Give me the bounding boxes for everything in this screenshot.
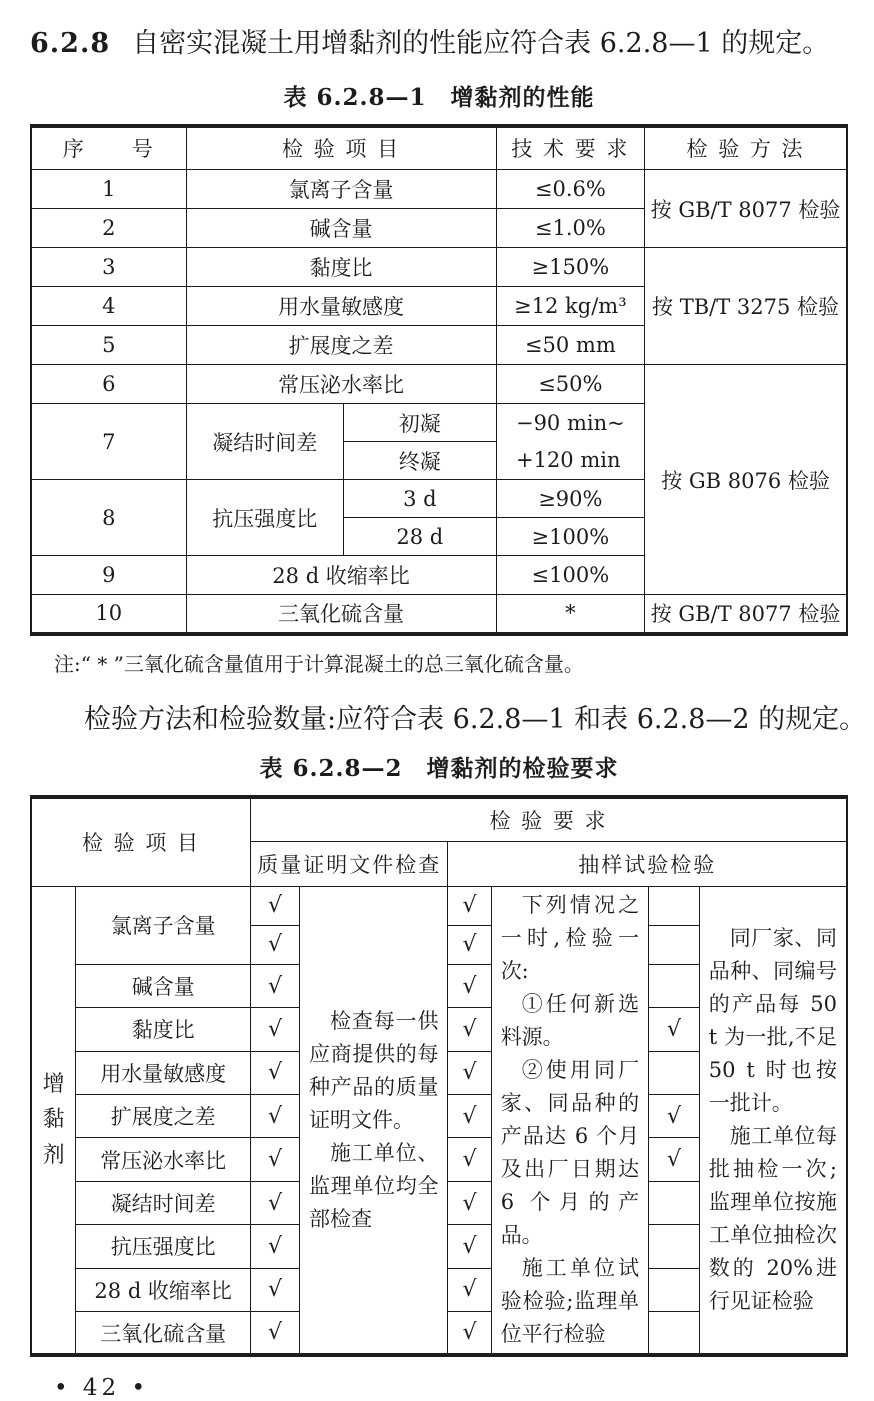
item-cell: 用水量敏感度: [76, 1051, 251, 1094]
section-number: 6.2.8: [30, 28, 111, 59]
check-cell: √: [448, 1181, 491, 1224]
method-cell: 按 GB/T 8077 检验: [645, 595, 847, 634]
req-cell: ≤50 mm: [496, 326, 645, 365]
check-cell: √: [251, 964, 300, 1007]
check-cell: [649, 887, 700, 926]
serial-cell: 5: [31, 326, 186, 365]
serial-cell: 6: [31, 365, 186, 404]
table1-note: 注:“ * ”三氧化硫含量值用于计算混凝土的总三氧化硫含量。: [54, 651, 584, 676]
check-cell: √: [251, 1181, 300, 1224]
check-cell: √: [448, 964, 491, 1007]
check-cell: √: [649, 1138, 700, 1181]
item-cell: 氯离子含量: [76, 887, 251, 965]
table1-title: 表 6.2.8—1 增黏剂的性能: [283, 83, 595, 111]
check-cell: √: [448, 1268, 491, 1311]
method-cell: 按 GB/T 8077 检验: [645, 170, 847, 248]
group-label-cell: [31, 887, 76, 1356]
table-row: [31, 887, 847, 926]
serial-cell: 7: [31, 404, 186, 480]
item-cell: 氯离子含量: [186, 170, 496, 209]
req-cell: ≤1.0%: [496, 209, 645, 248]
item-cell: 黏度比: [76, 1008, 251, 1051]
item-cell: 凝结时间差: [76, 1181, 251, 1224]
check-cell: [649, 1268, 700, 1311]
check-cell: √: [448, 1095, 491, 1138]
section-heading: [30, 24, 848, 65]
col-header-sample-test: 抽样试验检验: [448, 842, 847, 887]
req-line: −90 min~: [515, 410, 625, 435]
item-cell: 用水量敏感度: [186, 287, 496, 326]
inspection-paragraph: 检验方法和检验数量:应符合表 6.2.8—1 和表 6.2.8—2 的规定。: [84, 703, 867, 735]
col-header-requirement: 技 术 要 求: [496, 126, 645, 170]
serial-cell: 8: [31, 480, 186, 556]
check-cell: √: [251, 1051, 300, 1094]
item-cell: 黏度比: [186, 248, 496, 287]
col-header-item: 检 验 项 目: [186, 126, 496, 170]
check-cell: √: [448, 1312, 491, 1356]
req-range: [516, 405, 625, 479]
doc-text-paragraph: 检查每一供应商提供的每种产品的质量证明文件。: [308, 1008, 439, 1132]
col-header-requirement: 检 验 要 求: [251, 797, 848, 842]
batch-text-paragraph: 同厂家、同品种、同编号的产品每 50 t 为一批,不足 50 t 时也按一批计。: [708, 926, 837, 1115]
req-cell: *: [496, 595, 645, 634]
item-cell: 三氧化硫含量: [186, 595, 496, 634]
table-row: [31, 248, 847, 287]
check-cell: √: [448, 925, 491, 964]
item-cell: 碱含量: [76, 964, 251, 1007]
sub-item-cell: 初凝: [344, 404, 497, 442]
serial-cell: 3: [31, 248, 186, 287]
col-header-item: 检 验 项 目: [31, 797, 251, 887]
req-cell: ≥90%: [496, 480, 645, 518]
item-cell: 抗压强度比: [186, 480, 343, 556]
method-cell: 按 GB 8076 检验: [645, 365, 847, 595]
req-cell: ≥100%: [496, 518, 645, 556]
col-header-serial: 序 号: [31, 126, 186, 170]
sub-item-cell: 28 d: [344, 518, 497, 556]
group-label: 增黏剂: [42, 1072, 65, 1168]
check-cell: [649, 1051, 700, 1094]
check-cell: [649, 1312, 700, 1356]
req-cell: ≤100%: [496, 556, 645, 595]
item-cell: 三氧化硫含量: [76, 1312, 251, 1356]
check-cell: √: [251, 1268, 300, 1311]
serial-cell: 9: [31, 556, 186, 595]
serial-cell: 10: [31, 595, 186, 634]
check-cell: √: [251, 1095, 300, 1138]
check-cell: √: [251, 887, 300, 926]
sample-text-paragraph: 下列情况之一时,检验一次:: [500, 893, 640, 983]
method-cell: 按 TB/T 3275 检验: [645, 248, 847, 365]
check-cell: [649, 964, 700, 1007]
sample-text-paragraph: ①任何新选料源。: [500, 992, 640, 1049]
check-cell: [649, 1225, 700, 1268]
col-header-method: 检 验 方 法: [645, 126, 847, 170]
check-cell: √: [251, 1008, 300, 1051]
check-cell: √: [448, 1051, 491, 1094]
req-line: +120 min: [515, 447, 621, 472]
req-cell: ≥12 kg/m³: [496, 287, 645, 326]
req-cell: ≥150%: [496, 248, 645, 287]
table-row: [31, 595, 847, 634]
table-row: [31, 170, 847, 209]
check-cell: [649, 925, 700, 964]
check-cell: √: [649, 1008, 700, 1051]
check-cell: √: [448, 1138, 491, 1181]
table-row: [31, 797, 847, 842]
check-cell: √: [448, 887, 491, 926]
table-row: [31, 126, 847, 170]
section-text: 自密实混凝土用增黏剂的性能应符合表 6.2.8—1 的规定。: [132, 28, 830, 59]
item-cell: 扩展度之差: [186, 326, 496, 365]
check-cell: √: [251, 1138, 300, 1181]
serial-cell: 1: [31, 170, 186, 209]
sample-text-paragraph: 施工单位试验检验;监理单位平行检验: [500, 1256, 640, 1346]
item-cell: 28 d 收缩率比: [186, 556, 496, 595]
item-cell: 抗压强度比: [76, 1225, 251, 1268]
req-cell: ≤50%: [496, 365, 645, 404]
item-cell: 常压泌水率比: [76, 1138, 251, 1181]
sub-item-cell: 终凝: [344, 442, 497, 480]
check-cell: √: [649, 1095, 700, 1138]
serial-cell: 2: [31, 209, 186, 248]
doc-check-text: [299, 887, 448, 1356]
item-cell: 碱含量: [186, 209, 496, 248]
req-cell: ≤0.6%: [496, 170, 645, 209]
check-cell: √: [448, 1008, 491, 1051]
serial-cell: 4: [31, 287, 186, 326]
table2-title: 表 6.2.8—2 增黏剂的检验要求: [259, 754, 619, 782]
req-cell: [496, 404, 645, 480]
page-number: • 42 •: [54, 1375, 150, 1401]
table2-inspection-requirements: [30, 795, 848, 1358]
check-cell: √: [251, 925, 300, 964]
col-header-doc-check: 质量证明文件检查: [251, 842, 448, 887]
doc-text-paragraph: 施工单位、监理单位均全部检查: [308, 1140, 439, 1231]
check-cell: √: [448, 1225, 491, 1268]
sample-test-text: [491, 887, 648, 1356]
item-cell: 常压泌水率比: [186, 365, 496, 404]
check-cell: √: [251, 1312, 300, 1356]
sample-text-paragraph: ②使用同厂家、同品种的产品达 6 个月及出厂日期达 6 个月的产品。: [500, 1058, 640, 1247]
item-cell: 28 d 收缩率比: [76, 1268, 251, 1311]
batch-rule-text: [699, 887, 847, 1356]
item-cell: 凝结时间差: [186, 404, 343, 480]
check-cell: √: [251, 1225, 300, 1268]
check-cell: [649, 1181, 700, 1224]
table1-admixture-performance: [30, 124, 848, 636]
item-cell: 扩展度之差: [76, 1095, 251, 1138]
batch-text-paragraph: 施工单位每批抽检一次;监理单位按施工单位抽检次数的 20%进行见证检验: [708, 1124, 837, 1313]
table-row: [31, 365, 847, 404]
sub-item-cell: 3 d: [344, 480, 497, 518]
